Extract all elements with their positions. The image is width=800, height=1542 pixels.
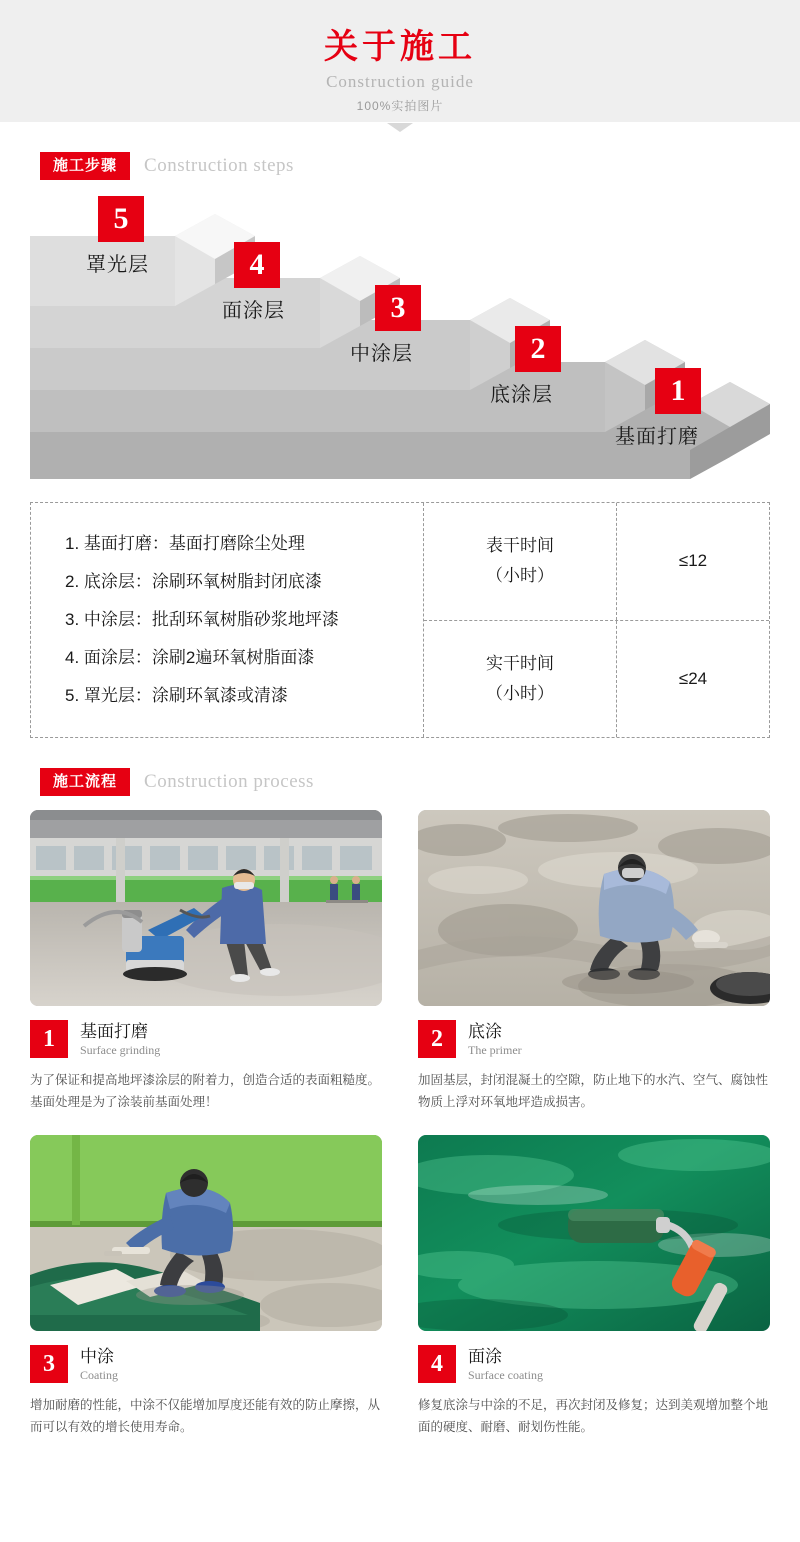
spec-row-label-surface-dry — [424, 503, 617, 620]
page-subtitle-cn: 100%实拍图片 — [356, 99, 444, 113]
process-titles-1 — [80, 1021, 160, 1058]
spec-table — [30, 502, 770, 738]
process-desc-2: 加固基层，封闭混凝土的空隙，防止地下的水汽、空气、腐蚀性物质上浮对环氧地坪造成损害。 — [418, 1073, 769, 1109]
spec-list-item: 5. 罩光层：涂刷环氧漆或清漆 — [65, 686, 288, 705]
process-desc-1: 为了保证和提高地坪漆涂层的附着力，创造合适的表面粗糙度。基面处理是为了涂装前基面处理！ — [30, 1073, 381, 1109]
section-title-process — [40, 768, 800, 796]
process-title-cn-3: 中涂 — [80, 1346, 114, 1366]
page-title: 关于施工 — [324, 28, 476, 66]
process-card-4 — [418, 1135, 770, 1438]
step-label-1: 基面打磨 — [615, 426, 699, 448]
section-tag-steps: 施工步骤 — [40, 152, 130, 180]
step-number-4: 4 — [234, 242, 280, 288]
step-label-4: 面涂层 — [222, 300, 285, 322]
section-en-process: Construction process — [144, 771, 314, 792]
section-title-steps — [40, 152, 800, 180]
process-title-cn-1: 基面打磨 — [80, 1021, 148, 1041]
process-header-3 — [30, 1345, 382, 1383]
process-number-4: 4 — [418, 1345, 456, 1383]
process-card-3 — [30, 1135, 382, 1438]
process-header-4 — [418, 1345, 770, 1383]
page-subtitle-en: Construction guide — [326, 72, 474, 91]
step-number-2: 2 — [515, 326, 561, 372]
spec-row-label-line1: 表干时间 — [486, 536, 554, 556]
process-number-3: 3 — [30, 1345, 68, 1383]
spec-row-value-full-dry: ≤24 — [678, 668, 708, 688]
section-en-steps: Construction steps — [144, 155, 294, 176]
page-header — [0, 0, 800, 122]
spec-list-item: 2. 底涂层：涂刷环氧树脂封闭底漆 — [65, 572, 322, 591]
process-header-1 — [30, 1020, 382, 1058]
spec-row-label-line2: （小时） — [486, 683, 554, 703]
section-tag-process: 施工流程 — [40, 768, 130, 796]
step-number-3: 3 — [375, 285, 421, 331]
step-number-5: 5 — [98, 196, 144, 242]
process-desc-4: 修复底涂与中涂的不足，再次封闭及修复；达到美观增加整个地面的硬度、耐磨、耐划伤性能。 — [418, 1398, 769, 1434]
spec-row-label-full-dry — [424, 621, 617, 738]
photo-surface-grinding — [30, 810, 382, 1006]
spec-row-label-line2: （小时） — [486, 566, 554, 586]
chevron-down-icon — [387, 123, 413, 132]
process-grid — [30, 810, 770, 1460]
process-card-2 — [418, 810, 770, 1113]
spec-step-list — [31, 503, 424, 737]
table-row — [424, 620, 769, 738]
process-card-1 — [30, 810, 382, 1113]
photo-surface-coating — [418, 1135, 770, 1331]
spec-list-item: 3. 中涂层：批刮环氧树脂砂浆地坪漆 — [65, 610, 339, 629]
spec-values — [424, 503, 769, 737]
table-row — [424, 503, 769, 620]
process-desc-3: 增加耐磨的性能，中涂不仅能增加厚度还能有效的防止摩擦，从而可以有效的增长使用寿命。 — [30, 1398, 381, 1434]
steps-diagram — [30, 192, 770, 492]
spec-row-label-line1: 实干时间 — [486, 653, 554, 673]
spec-list-item: 1. 基面打磨：基面打磨除尘处理 — [65, 534, 305, 553]
process-titles-2 — [468, 1021, 522, 1058]
step-label-3: 中涂层 — [350, 343, 413, 365]
step-number-1: 1 — [655, 368, 701, 414]
process-titles-4 — [468, 1346, 543, 1383]
process-title-en-2: The primer — [468, 1042, 522, 1057]
process-number-1: 1 — [30, 1020, 68, 1058]
process-title-cn-4: 面涂 — [468, 1346, 502, 1366]
step-label-5: 罩光层 — [86, 254, 149, 276]
process-title-en-4: Surface coating — [468, 1367, 543, 1382]
process-title-cn-2: 底涂 — [468, 1021, 502, 1041]
process-title-en-1: Surface grinding — [80, 1042, 161, 1057]
step-label-2: 底涂层 — [490, 384, 553, 406]
process-title-en-3: Coating — [80, 1367, 118, 1382]
photo-coating — [30, 1135, 382, 1331]
photo-primer — [418, 810, 770, 1006]
process-number-2: 2 — [418, 1020, 456, 1058]
process-header-2 — [418, 1020, 770, 1058]
spec-list-item: 4. 面涂层：涂刷2遍环氧树脂面漆 — [65, 648, 315, 667]
spec-row-value-surface-dry: ≤12 — [678, 551, 708, 571]
process-titles-3 — [80, 1346, 118, 1383]
